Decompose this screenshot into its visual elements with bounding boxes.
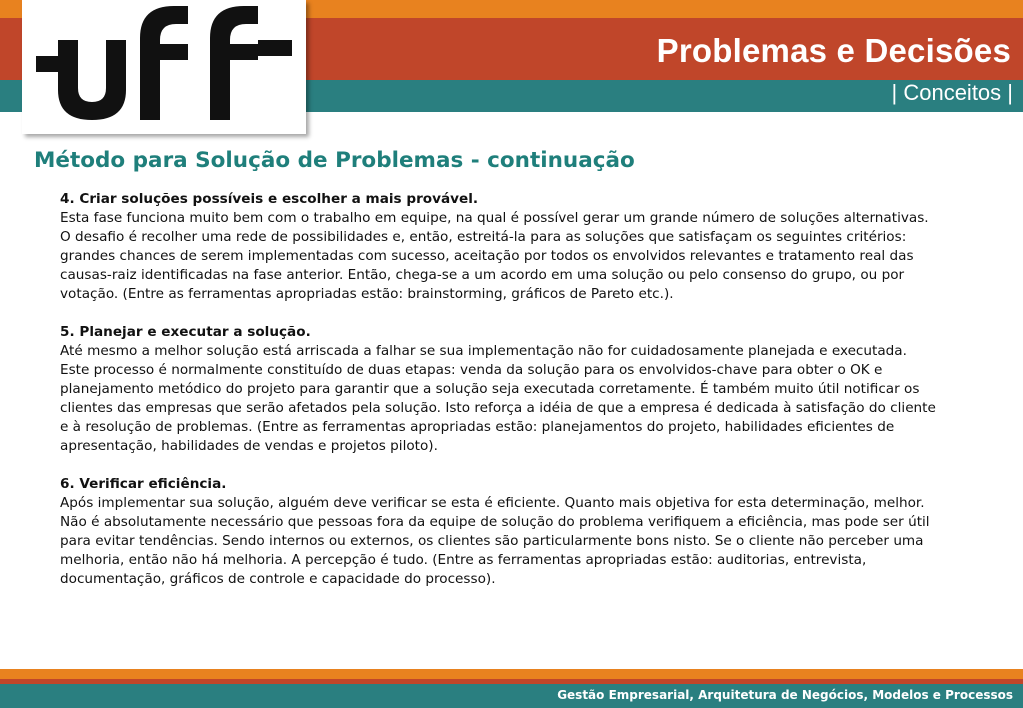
step-body: Após implementar sua solução, alguém deve verificar se esta é eficiente. Quanto mais objetiva for esta determinação, melhor. Não é absolutamente necessário que pessoas fora da equipe de solução do problema verifiquem a eficiência, mas pode ser útil para evitar tendências. Sendo internos ou externos, os clientes são particularmente bons nisto. Se o cliente não perceber uma melhoria, então não há melhoria. A percepção é tudo. (Entre as ferramentas apropriadas estão: auditorias, entrevista, documentação, gráficos de controle e capacidade do processo). xyxy=(60,495,930,587)
uff-logo-icon xyxy=(22,0,306,134)
footer-stripe-orange xyxy=(0,669,1023,679)
uff-logo xyxy=(22,0,306,134)
step-5 xyxy=(60,323,940,456)
step-body: Esta fase funciona muito bem com o trabalho em equipe, na qual é possível gerar um grande número de soluções alternativas. O desafio é recolher uma rede de possibilidades e, então, estreitá-la para as soluções que satisfaçam os seguintes critérios: grandes chances de serem implementadas com sucesso, aceitação por todos os envolvidos relevantes e tratamento real das causas-raiz identificadas na fase anterior. Então, chega-se a um acordo em uma solução ou pelo consenso do grupo, ou por votação. (Entre as ferramentas apropriadas estão: brainstorming, gráficos de Pareto etc.). xyxy=(60,210,929,302)
footer-text: Gestão Empresarial, Arquitetura de Negócios, Modelos e Processos xyxy=(557,688,1013,702)
step-body: Até mesmo a melhor solução está arriscada a falhar se sua implementação não for cuidadosamente planejada e executada. Este processo é normalmente constituído de duas etapas: venda da solução para os envolvidos-chave para obter o OK e planejamento metódico do projeto para garantir que a solução seja executada corretamente. É também muito útil notificar os clientes das empresas que serão afetados pela solução. Isto reforça a idéia de que a empresa é dedicada à satisfação do cliente e à resolução de problemas. (Entre as ferramentas apropriadas estão: planejamentos do projeto, habilidades eficientes de apresentação, habilidades de vendas e projetos piloto). xyxy=(60,343,936,454)
step-title: 5. Planejar e executar a solução. xyxy=(60,324,311,340)
step-4 xyxy=(60,190,940,304)
page-title: Problemas e Decisões xyxy=(656,32,1011,69)
page-subtitle: | Conceitos | xyxy=(891,80,1013,105)
step-title: 6. Verificar eficiência. xyxy=(60,476,227,492)
step-title: 4. Criar soluções possíveis e escolher a mais provável. xyxy=(60,191,479,207)
step-6 xyxy=(60,475,940,589)
content-body xyxy=(60,190,940,608)
section-heading: Método para Solução de Problemas - continuação xyxy=(34,148,635,173)
